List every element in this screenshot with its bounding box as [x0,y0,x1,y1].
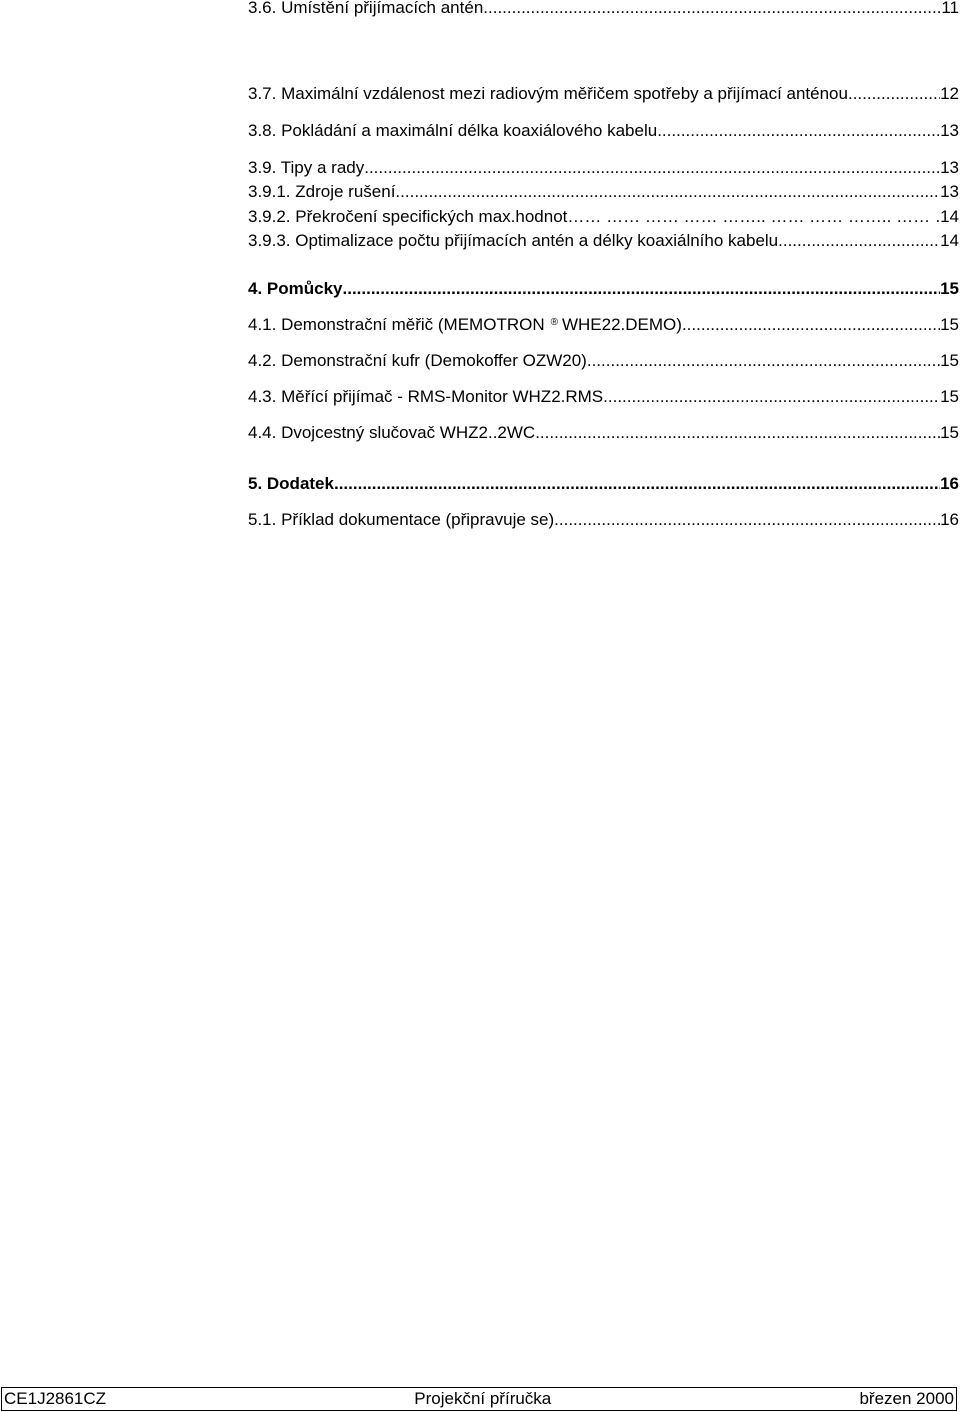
toc-dot-leader [848,84,940,104]
toc-dot-leader [682,315,940,335]
toc-dot-leader [567,207,940,227]
toc-page-number: 15 [940,279,959,298]
toc-entry-4-3[interactable] [248,383,959,407]
toc-entry-3-9-1[interactable] [248,178,959,202]
toc-dot-leader [603,387,940,407]
toc-page-number: 11 [941,0,959,17]
toc-entry-text: 3.9. Tipy a rady [248,158,365,177]
toc-dot-leader [395,182,940,202]
toc-dot-leader [535,423,940,443]
toc-entry-5-1[interactable] [248,506,959,530]
toc-page-number: 13 [940,182,959,201]
toc-entry-3-9[interactable] [248,154,959,178]
toc-dot-leader [587,351,940,371]
toc-entry-4[interactable] [248,275,959,299]
footer-document-title: Projekční příručka [414,1389,552,1408]
toc-dot-leader [483,0,941,18]
toc-entry-3-8[interactable] [248,117,959,141]
page-footer [1,1387,957,1411]
toc-entry-text: 3.7. Maximální vzdálenost mezi radiovým měřičem spotřeby a přijímací anténou [248,84,848,103]
toc-page-number: 15 [940,351,959,370]
toc-entry-text: 4.3. Měřící přijímač - RMS-Monitor WHZ2.RMS [248,387,604,406]
toc-page-number: 12 [940,84,959,103]
toc-dot-leader [343,279,941,299]
toc-entry-text: 4.2. Demonstrační kufr (Demokoffer OZW20) [248,351,587,370]
toc-entry-text: 3.9.3. Optimalizace počtu přijímacích antén a délky koaxiálního kabelu [248,231,779,250]
toc-page-number: 13 [940,158,959,177]
toc-entry-text: 4.4. Dvojcestný slučovač WHZ2..2WC [248,423,536,442]
toc-entry-4-2[interactable] [248,347,959,371]
toc-page-number: 16 [940,474,959,493]
toc-entry-3-7[interactable] [248,80,959,104]
toc-entry-text-main: 4.1. Demonstrační měřič (MEMOTRON [248,315,545,334]
toc-entry-text: 5.1. Příklad dokumentace (připravuje se) [248,510,555,529]
toc-page-number: 15 [940,387,959,406]
toc-entry-4-1[interactable] [248,311,959,335]
registered-mark: ® [550,317,558,328]
toc-entry-text [248,315,682,335]
toc-entry-3-9-2[interactable] [248,203,959,227]
toc-page-number: 15 [940,315,959,334]
toc-entry-text: 3.8. Pokládání a maximální délka koaxiálového kabelu [248,121,658,140]
toc-entry-4-4[interactable] [248,419,959,443]
toc-entry-3-9-3[interactable] [248,227,959,251]
toc-page-number: 14 [940,207,959,226]
toc-page-number: 13 [940,121,959,140]
toc-entry-text: 3.9.1. Zdroje rušení [248,182,396,201]
toc-page-number: 14 [940,231,959,250]
toc-entry-text: 3.6. Umístění přijímacích antén [248,0,484,17]
toc-entry-3-6[interactable] [248,0,959,18]
toc-page-number: 15 [940,423,959,442]
footer-document-code: CE1J2861CZ [4,1389,107,1408]
toc-page-number: 16 [940,510,959,529]
toc-entry-text: 3.9.2. Překročení specifických max.hodnot [248,207,568,226]
toc-dot-leader [657,121,940,141]
toc-dot-leader [554,510,940,530]
toc-entry-text-after: WHE22.DEMO) [561,315,682,334]
toc-entry-5[interactable] [248,470,959,494]
toc-dot-leader [364,158,940,178]
toc-entry-text: 4. Pomůcky [248,279,343,298]
footer-date: březen 2000 [859,1389,954,1408]
toc-dot-leader [778,231,940,251]
toc-dot-leader [334,474,940,494]
toc-entry-text: 5. Dodatek [248,474,334,493]
